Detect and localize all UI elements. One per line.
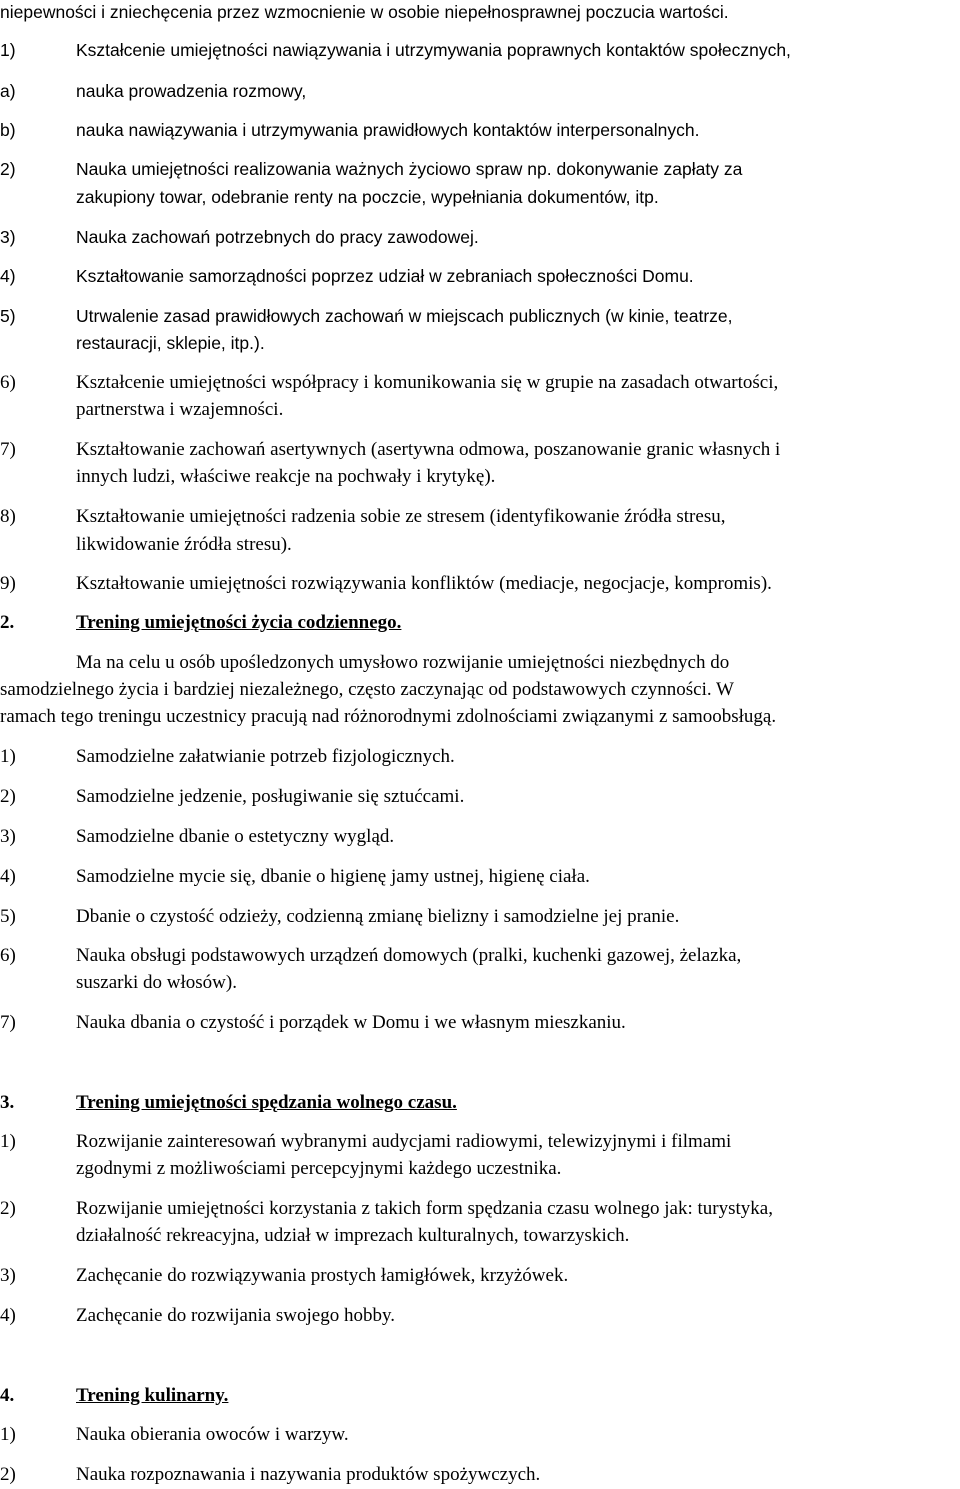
list-text: Nauka zachowań potrzebnych do pracy zawodowej. [76,227,479,247]
list-text: Samodzielne mycie się, dbanie o higienę jamy ustnej, higienę ciała. [76,866,590,887]
list-number: 2) [0,1198,16,1219]
list-text: Nauka obierania owoców i warzyw. [76,1424,349,1445]
list-number: 3) [0,227,16,247]
list-number: 1) [0,1424,16,1445]
section-number: 4. [0,1385,15,1406]
paragraph-line: samodzielnego życia i bardziej niezależnego, często zaczynając od podstawowych czynności. W [0,679,734,700]
list-text: zgodnymi z możliwościami percepcyjnymi każdego uczestnika. [76,1158,562,1179]
list-text: partnerstwa i wzajemności. [76,399,284,420]
list-number: 2) [0,159,16,179]
list-number: 7) [0,1012,16,1033]
list-text: zakupiony towar, odebranie renty na poczcie, wypełniania dokumentów, itp. [76,187,659,207]
list-number: 9) [0,573,16,594]
list-text: Nauka obsługi podstawowych urządzeń domowych (pralki, kuchenki gazowej, żelazka, [76,945,742,966]
list-number: 2) [0,1464,16,1485]
list-number: a) [0,81,16,101]
list-text: Rozwijanie umiejętności korzystania z takich form spędzania czasu wolnego jak: turystyka, [76,1198,773,1219]
section-number: 2. [0,612,15,633]
section-title: Trening umiejętności życia codziennego. [76,612,402,633]
list-text: nauka nawiązywania i utrzymywania prawidłowych kontaktów interpersonalnych. [76,120,700,140]
list-text: Kształtowanie umiejętności rozwiązywania konfliktów (mediacje, negocjacje, kompromis). [76,573,772,594]
list-number: 4) [0,266,16,286]
list-text: restauracji, sklepie, itp.). [76,333,265,353]
list-text: innych ludzi, właściwe reakcje na pochwały i krytykę). [76,466,496,487]
list-number: b) [0,120,16,140]
list-text: Zachęcanie do rozwiązywania prostych łamigłówek, krzyżówek. [76,1265,569,1286]
list-number: 8) [0,506,16,527]
list-number: 5) [0,906,16,927]
list-number: 6) [0,945,16,966]
list-text: nauka prowadzenia rozmowy, [76,81,307,101]
paragraph-line: ramach tego treningu uczestnicy pracują nad różnorodnymi zdolnościami związanymi z samoobsługą. [0,706,777,727]
list-text: Zachęcanie do rozwijania swojego hobby. [76,1305,396,1326]
list-text: Utrwalenie zasad prawidłowych zachowań w miejscach publicznych (w kinie, teatrze, [76,306,733,326]
list-number: 1) [0,746,16,767]
list-text: Kształtowanie samorządności poprzez udział w zebraniach społeczności Domu. [76,266,694,286]
list-number: 2) [0,786,16,807]
list-text: Dbanie o czystość odzieży, codzienną zmianę bielizny i samodzielne jej pranie. [76,906,680,927]
list-text: Samodzielne dbanie o estetyczny wygląd. [76,826,395,847]
list-number: 6) [0,372,16,393]
list-text: Kształtowanie umiejętności radzenia sobie ze stresem (identyfikowanie źródła stresu, [76,506,726,527]
paragraph-line: Ma na celu u osób upośledzonych umysłowo rozwijanie umiejętności niezbędnych do [76,652,730,673]
list-number: 4) [0,866,16,887]
list-number: 5) [0,306,16,326]
list-text: Samodzielne załatwianie potrzeb fizjologicznych. [76,746,455,767]
section-title: Trening kulinarny. [76,1385,229,1406]
list-text: działalność rekreacyjna, udział w imprezach kulturalnych, towarzyskich. [76,1225,630,1246]
list-text: Nauka dbania o czystość i porządek w Domu i we własnym mieszkaniu. [76,1012,626,1033]
section-title: Trening umiejętności spędzania wolnego czasu. [76,1092,457,1113]
list-text: Nauka umiejętności realizowania ważnych życiowo spraw np. dokonywanie zapłaty za [76,159,743,179]
section-number: 3. [0,1092,15,1113]
list-text: suszarki do włosów). [76,972,237,993]
list-number: 3) [0,1265,16,1286]
list-text: likwidowanie źródła stresu). [76,534,292,555]
list-text: Rozwijanie zainteresowań wybranymi audycjami radiowymi, telewizyjnymi i filmami [76,1131,732,1152]
list-number: 3) [0,826,16,847]
list-text: Kształtowanie zachowań asertywnych (asertywna odmowa, poszanowanie granic własnych i [76,439,781,460]
list-text: Samodzielne jedzenie, posługiwanie się sztućcami. [76,786,465,807]
list-number: 7) [0,439,16,460]
list-number: 1) [0,40,16,60]
list-text: Nauka rozpoznawania i nazywania produktów spożywczych. [76,1464,541,1485]
intro-fragment: niepewności i zniechęcenia przez wzmocnienie w osobie niepełnosprawnej poczucia wartości. [0,2,729,22]
list-text: Kształcenie umiejętności współpracy i komunikowania się w grupie na zasadach otwartości, [76,372,779,393]
list-text: Kształcenie umiejętności nawiązywania i utrzymywania poprawnych kontaktów społecznych, [76,40,791,60]
list-number: 1) [0,1131,16,1152]
list-number: 4) [0,1305,16,1326]
